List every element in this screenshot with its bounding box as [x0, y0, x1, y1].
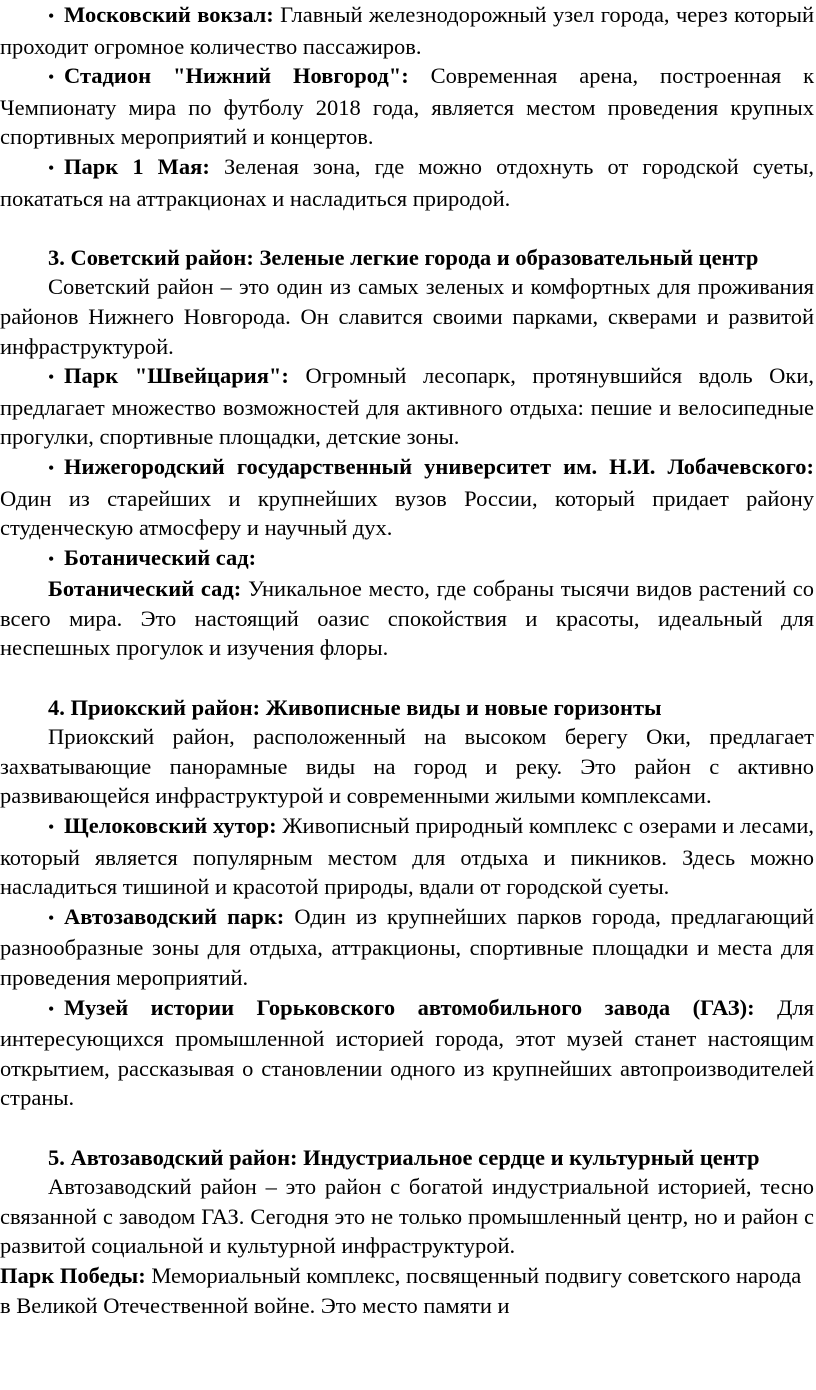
- item-text: Зеленая зона, где можно отдохнуть от городской суеты, покататься на аттракционах и насладиться природой.: [0, 153, 814, 211]
- section-heading: 5. Автозаводский район: Индустриальное сердце и культурный центр: [48, 1144, 760, 1170]
- bullet-icon: •: [48, 6, 55, 26]
- section-heading: 4. Приокский район: Живописные виды и новые горизонты: [48, 694, 662, 720]
- item-title: Нижегородский государственный университет им. Н.И. Лобачевского:: [64, 453, 814, 479]
- garden-paragraph: [0, 574, 814, 663]
- item-text: Главный железнодорожный узел города, через который проходит огромное количество пассажиров.: [0, 2, 815, 59]
- item-title: Автозаводский парк:: [64, 903, 285, 929]
- list-item: [0, 0, 814, 61]
- item-title: Парк 1 Мая:: [64, 153, 210, 179]
- item-title: Московский вокзал:: [64, 2, 274, 27]
- list-item: [0, 902, 814, 993]
- section-intro: Приокский район, расположенный на высоком берегу Оки, предлагает захватывающие панорамные виды на город и реку. Это район с активно развивающейся инфраструктурой и современными жилыми комплексами.: [0, 724, 814, 809]
- bullet-icon: •: [48, 67, 55, 88]
- list-item: [0, 452, 814, 543]
- item-text: Живописный природный комплекс с озерами и лесами, который является популярным местом для отдыха и пикников. Здесь можно насладиться тишиной и красотой природы, вдали от городской суеты.: [0, 813, 814, 900]
- item-title: Щелоковский хутор:: [64, 813, 277, 839]
- list-item: [0, 811, 814, 902]
- garden-title: Ботанический сад:: [48, 576, 242, 602]
- bullet-icon: •: [48, 367, 55, 388]
- section-heading: 3. Советский район: Зеленые легкие города и образовательный центр: [48, 244, 759, 270]
- section-intro: Автозаводский район – это район с богатой индустриальной историей, тесно связанной с заводом ГАЗ. Сегодня это не только промышленный центр, но и район с развитой социальной и культурной инфраструктурой.: [0, 1174, 814, 1259]
- section-intro: Советский район – это один из самых зеленых и комфортных для проживания районов Нижнего Новгорода. Он славится своими парками, скверами и развитой инфраструктурой.: [0, 274, 814, 359]
- park-title: Парк Победы:: [0, 1262, 146, 1288]
- list-item: [0, 993, 814, 1113]
- park-paragraph: [0, 1261, 814, 1320]
- bullet-icon: •: [48, 998, 55, 1019]
- bullet-icon: •: [48, 548, 55, 569]
- bullet-icon: •: [48, 907, 55, 928]
- list-item: [0, 361, 814, 452]
- bullet-icon: •: [48, 457, 55, 478]
- item-title: Музей истории Горьковского автомобильного завода (ГАЗ):: [64, 994, 755, 1020]
- item-title: Парк "Швейцария":: [64, 363, 289, 389]
- item-title: Ботанический сад:: [64, 544, 257, 570]
- item-text: Современная арена, построенная к Чемпионату мира по футболу 2018 года, является местом проведения крупных спортивных мероприятий и концертов.: [0, 63, 814, 150]
- item-text: Для интересующихся промышленной историей города, этот музей станет настоящим открытием, рассказывая о становлении одного из крупнейших автопроизводителей страны.: [0, 994, 814, 1111]
- spacer: [0, 213, 814, 243]
- bullet-icon: •: [48, 157, 55, 178]
- bullet-icon: •: [48, 817, 55, 838]
- item-title: Стадион "Нижний Новгород":: [64, 63, 409, 89]
- item-text: Огромный лесопарк, протянувшийся вдоль Оки, предлагает множество возможностей для активного отдыха: пешие и велосипедные прогулки, спортивные площадки, детские зоны.: [0, 363, 814, 450]
- list-item: [0, 152, 814, 213]
- garden-text: Уникальное место, где собраны тысячи видов растений со всего мира. Это настоящий оазис спокойствия и красоты, идеальный для неспешных прогулок и изучения флоры.: [0, 576, 814, 661]
- spacer: [0, 1113, 814, 1143]
- item-text: Один из старейших и крупнейших вузов России, который придает району студенческую атмосферу и научный дух.: [0, 485, 814, 541]
- item-text: Один из крупнейших парков города, предлагающий разнообразные зоны для отдыха, аттракционы, спортивные площадки и места для проведения мероприятий.: [0, 903, 814, 990]
- park-text: Мемориальный комплекс, посвященный подвигу советского народа в Великой Отечественной войне. Это место памяти и: [0, 1262, 802, 1318]
- list-item: [0, 543, 814, 575]
- spacer: [0, 663, 814, 693]
- list-item: [0, 61, 814, 152]
